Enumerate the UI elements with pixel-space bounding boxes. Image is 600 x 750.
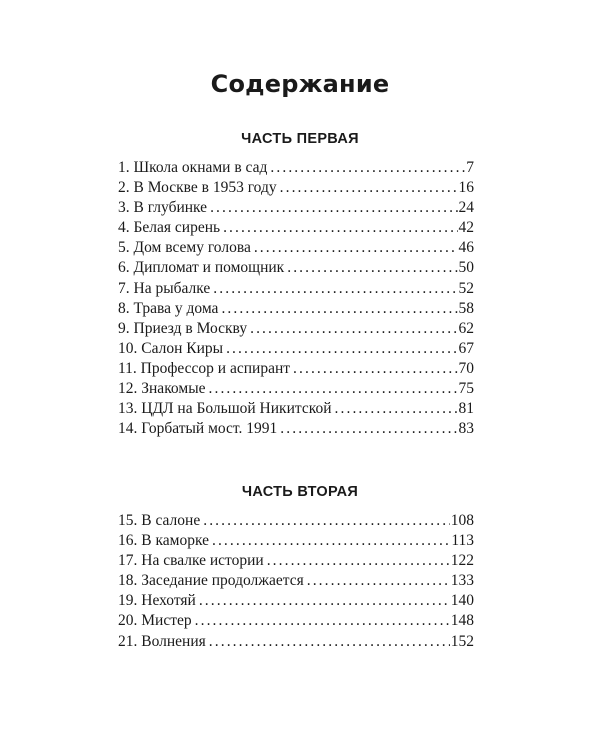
toc-entry-page-number: 24 [458, 199, 474, 217]
toc-entry[interactable] [118, 379, 474, 399]
dot-leader [221, 299, 457, 319]
toc-entry-page-number: 7 [466, 159, 474, 176]
toc-list-part-two [118, 511, 474, 652]
toc-entry-page-number: 81 [458, 400, 474, 418]
toc-entry[interactable] [118, 158, 474, 178]
toc-entry-page-number: 75 [458, 380, 474, 398]
dot-leader [287, 258, 457, 278]
toc-entry[interactable] [118, 218, 474, 238]
toc-entry[interactable] [118, 178, 474, 198]
toc-entry-title: 19. Нехотяй [118, 592, 196, 610]
dot-leader [280, 419, 457, 439]
dot-leader [199, 591, 450, 611]
toc-entry[interactable] [118, 611, 474, 631]
dot-leader [213, 279, 457, 299]
toc-entry-title: 15. В салоне [118, 512, 201, 529]
dot-leader [267, 551, 450, 571]
toc-entry-page-number: 152 [450, 632, 474, 650]
dot-leader [226, 339, 457, 359]
toc-entry-title: 1. Школа окнами в сад [118, 159, 268, 176]
dot-leader [209, 379, 458, 399]
dot-leader [250, 319, 457, 339]
dot-leader [210, 198, 457, 218]
dot-leader [280, 178, 458, 198]
toc-entry[interactable] [118, 531, 474, 551]
part-heading-first: ЧАСТЬ ПЕРВАЯ [241, 131, 359, 147]
toc-entry-page-number: 42 [458, 219, 474, 237]
dot-leader [335, 399, 458, 419]
toc-entry-title: 2. В Москве в 1953 году [118, 179, 277, 197]
toc-entry-title: 6. Дипломат и помощник [118, 259, 285, 277]
toc-entry-title: 7. На рыбалке [118, 279, 211, 297]
toc-entry-title: 4. Белая сирень [118, 219, 221, 237]
toc-entry-page-number: 113 [451, 532, 474, 550]
dot-leader [212, 531, 450, 551]
toc-entry-title: 9. Приезд в Москву [118, 319, 248, 337]
page-title: Содержание [210, 70, 390, 98]
toc-entry-title: 14. Горбатый мост. 1991 [118, 420, 278, 438]
toc-entry-page-number: 50 [458, 259, 474, 277]
toc-entry-title: 3. В глубинке [118, 199, 208, 217]
toc-entry[interactable] [118, 399, 474, 419]
toc-entry[interactable] [118, 198, 474, 218]
toc-entry[interactable] [118, 511, 474, 531]
toc-entry-title: 5. Дом всему голова [118, 239, 251, 257]
toc-entry-title: 10. Салон Киры [118, 339, 224, 357]
toc-entry[interactable] [118, 359, 474, 379]
toc-entry-page-number: 46 [458, 239, 474, 257]
toc-entry-title: 12. Знакомые [118, 380, 206, 398]
toc-entry-page-number: 83 [458, 420, 474, 438]
toc-entry[interactable] [118, 299, 474, 319]
toc-entry-page-number: 148 [450, 612, 474, 630]
toc-entry-page-number: 67 [458, 339, 474, 357]
toc-entry-title: 8. Трава у дома [118, 299, 219, 317]
toc-entry-title: 11. Профессор и аспирант [118, 359, 291, 377]
toc-entry[interactable] [118, 419, 474, 439]
toc-entry-page-number: 52 [458, 279, 474, 297]
toc-entry-title: 18. Заседание продолжается [118, 572, 304, 590]
toc-entry[interactable] [118, 339, 474, 359]
toc-entry[interactable] [118, 238, 474, 258]
toc-entry-page-number: 58 [458, 299, 474, 317]
toc-entry[interactable] [118, 571, 474, 591]
toc-entry-title: 16. В каморке [118, 532, 209, 550]
dot-leader [195, 611, 450, 631]
toc-entry[interactable] [118, 551, 474, 571]
dot-leader [223, 218, 457, 238]
part-heading-second: ЧАСТЬ ВТОРАЯ [241, 484, 359, 500]
toc-entry-title: 20. Мистер [118, 612, 192, 630]
dot-leader [293, 359, 457, 379]
toc-entry-title: 13. ЦДЛ на Большой Никитской [118, 400, 332, 418]
toc-entry-page-number: 122 [450, 552, 474, 570]
toc-entry-page-number: 140 [450, 592, 474, 610]
toc-entry-title: 17. На свалке истории [118, 552, 264, 570]
dot-leader [254, 238, 458, 258]
toc-entry-page-number: 16 [458, 179, 474, 197]
toc-entry[interactable] [118, 258, 474, 278]
toc-entry[interactable] [118, 591, 474, 611]
toc-entry-page-number: 108 [450, 512, 474, 529]
dot-leader [270, 158, 465, 178]
toc-entry-page-number: 70 [458, 359, 474, 377]
toc-list-part-one [118, 158, 474, 439]
toc-entry[interactable] [118, 279, 474, 299]
toc-entry[interactable] [118, 632, 474, 652]
dot-leader [307, 571, 450, 591]
dot-leader [209, 632, 450, 652]
toc-entry-page-number: 133 [450, 572, 474, 590]
toc-entry-title: 21. Волнения [118, 632, 206, 650]
toc-entry-page-number: 62 [458, 319, 474, 337]
toc-entry[interactable] [118, 319, 474, 339]
dot-leader [203, 511, 450, 531]
